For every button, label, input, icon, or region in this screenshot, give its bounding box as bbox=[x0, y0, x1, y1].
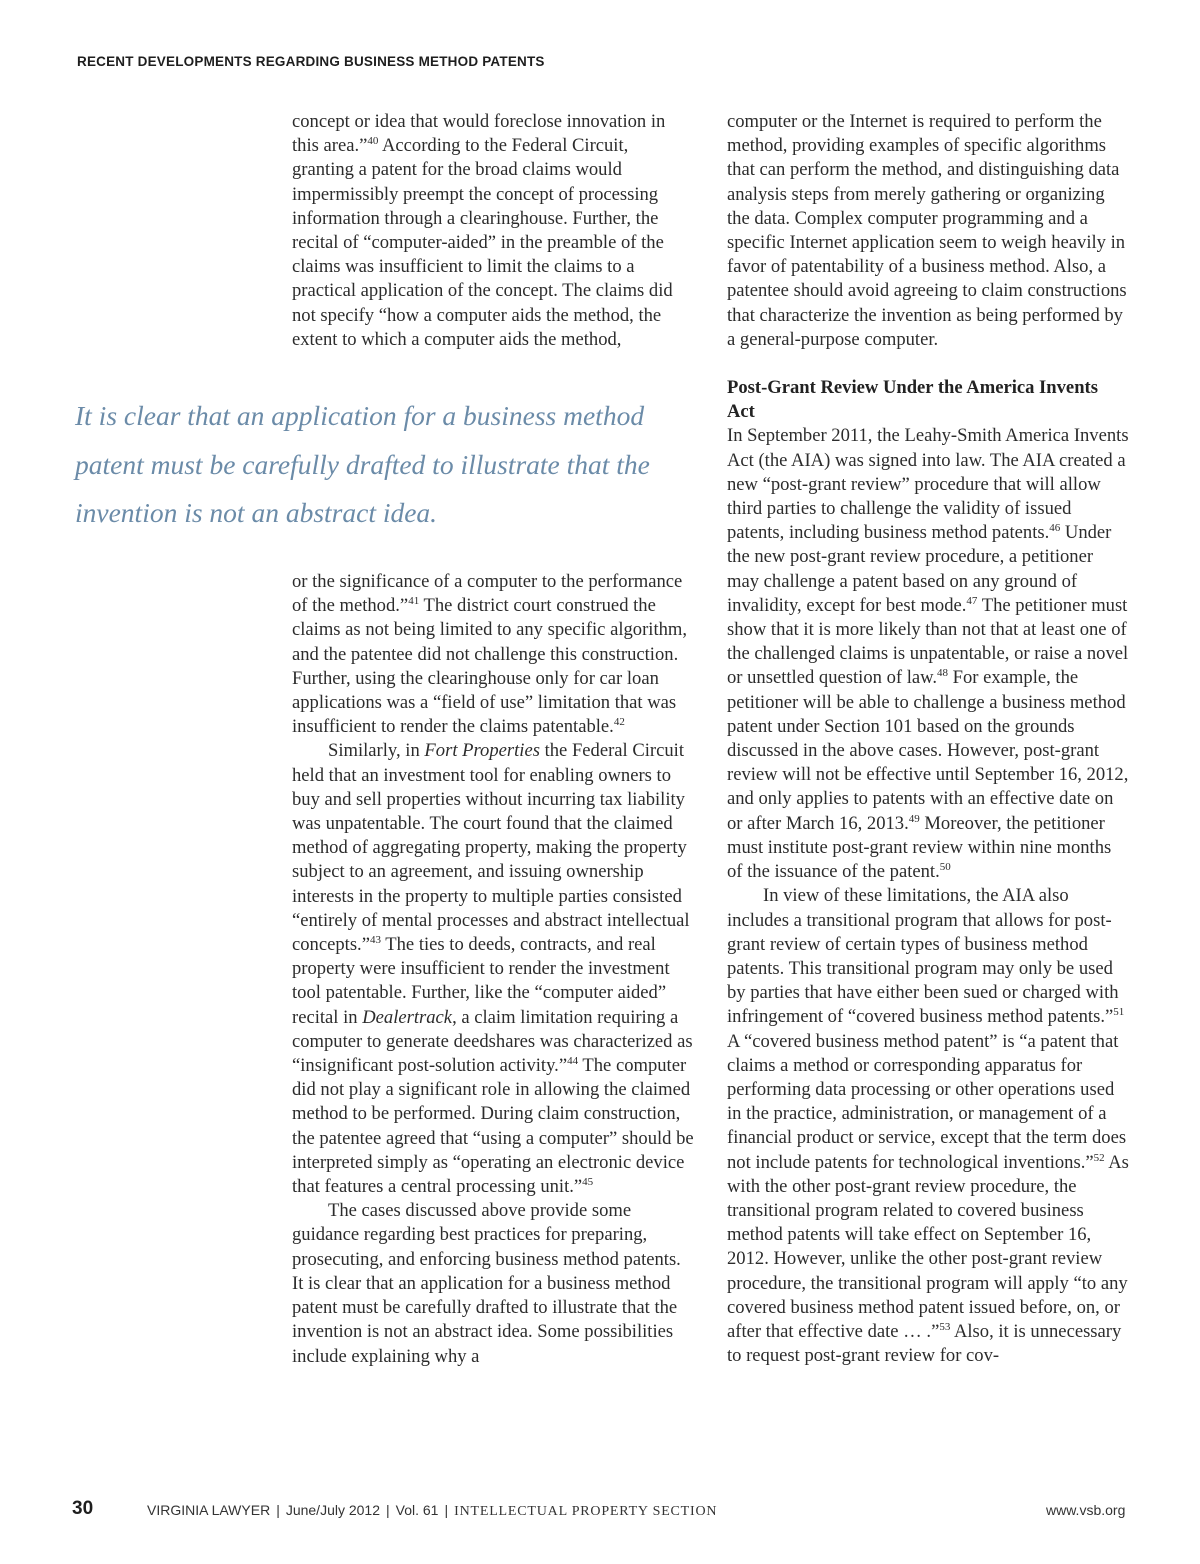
publication-info: VIRGINIA LAWYER | June/July 2012 | Vol. 61 | INTELLECTUAL PROPERTY SECTION bbox=[147, 1502, 718, 1519]
issue-date: June/July 2012 bbox=[285, 1502, 381, 1518]
footnote-ref: 51 bbox=[1113, 1006, 1125, 1019]
footnote-ref: 48 bbox=[937, 667, 948, 680]
footnote-ref: 43 bbox=[369, 934, 381, 947]
page-number: 30 bbox=[72, 1498, 94, 1519]
pull-quote: It is clear that an application for a business method patent must be carefully drafted to illustrate that the invention is not an abstract idea. bbox=[75, 400, 650, 528]
footnote-ref: 52 bbox=[1093, 1151, 1105, 1164]
right-column bbox=[727, 110, 1129, 1368]
volume: Vol. 61 bbox=[395, 1502, 439, 1518]
footnote-ref: 42 bbox=[613, 716, 625, 729]
left-column-bottom bbox=[292, 570, 694, 1369]
footnote-ref: 50 bbox=[939, 861, 951, 874]
footer-url[interactable]: www.vsb.org bbox=[1046, 1502, 1126, 1518]
footnote-ref: 45 bbox=[582, 1176, 594, 1189]
paragraph: concept or idea that would foreclose innovation in this area.”$^{40}$ According to the Federal Circuit, granting a patent for the broad claims would impermissibly preempt the concept of processing information through a clearinghouse. Further, the recital of “computer-aided” in the preamble of the claims was insufficient to limit the claims to a practical application of the concept. The claims did not specify “how a computer aids the method, the extent to which a computer aids the method, bbox=[292, 111, 673, 350]
case-name: Fort Properties bbox=[424, 740, 540, 762]
footnote-ref: 53 bbox=[939, 1320, 951, 1333]
paragraph: The cases discussed above provide some guidance regarding best practices for preparing, prosecuting, and enforcing business method patents. It is clear that an application for a business method patent must be carefully drafted to illustrate that the invention is not an abstract idea. Some possibilities include explaining why a bbox=[292, 1200, 681, 1367]
footnote-ref: 49 bbox=[908, 812, 920, 825]
case-name: Dealertrack bbox=[362, 1006, 453, 1028]
paragraph: or the significance of a computer to the performance of the method.”$^{41}$ The district court construed the claims as not being limited to any specific algorithm, and the patentee did not challenge this construction. Further, using the clearinghouse only for car loan applications was a “field of use” limitation that was insufficient to render the claims patentable.$^{42}$ bbox=[292, 571, 688, 738]
footnote-ref: 46 bbox=[1049, 522, 1061, 535]
footnote-ref: 44 bbox=[567, 1055, 579, 1068]
footnote-ref: 40 bbox=[367, 135, 379, 148]
page-footer bbox=[0, 1498, 1200, 1528]
paragraph: computer or the Internet is required to perform the method, providing examples of specific algorithms that can perform the method, and distinguishing data analysis steps from merely gathering or organizing the data. Complex computer programming and a specific Internet application seem to weigh heavily in favor of patentability of a business method. Also, a patentee should avoid agreeing to claim constructions that characterize the invention as being performed by a general-purpose computer. bbox=[727, 111, 1127, 350]
section-name: INTELLECTUAL PROPERTY SECTION bbox=[454, 1504, 718, 1519]
paragraph: Similarly, in Fort Properties the Federal Circuit held that an investment tool for enabling owners to buy and sell properties without incurring tax liability was unpatentable. The court found that the claimed method of aggregating property, making the property subject to an agreement, and issuing ownership interests in the property to multiple parties consisted “entirely of mental processes and abstract intellectual concepts.”$^{43}$ The ties to deeds, contracts, and real property were insufficient to render the investment tool patentable. Further, like the “computer aided” recital in Dealertrack, a claim limitation requiring a computer to generate deedshares was characterized as “insignificant post-solution activity.”$^{44}$ The computer did not play a significant role in allowing the claimed method to be performed. During claim construction, the patentee agreed that “using a computer” should be interpreted simply as “operating an electronic device that features a central processing unit.”$^{45}$ bbox=[292, 740, 694, 1198]
footnote-ref: 47 bbox=[966, 594, 978, 607]
publication-name: VIRGINIA LAWYER bbox=[147, 1502, 271, 1518]
footnote-ref: 41 bbox=[408, 595, 420, 608]
paragraph: In view of these limitations, the AIA also includes a transitional program that allows for post-grant review of certain types of business method patents. This transitional program may only be used by parties that have either been sued or charged with infringement of “covered business method patents.”$^{51}$ A “covered business method patent” is “a patent that claims a method or corresponding apparatus for performing data processing or other operations used in the practice, administration, or management of a financial product or service, except that the term does not include patents for technological inventions.”$^{52}$ As with the other post-grant review procedure, the transitional program related to covered business method patents will take effect on September 16, 2012. However, unlike the other post-grant review procedure, the transitional program will apply “to any covered business method patent issued before, on, or after that effective date … .”$^{53}$ Also, it is unnecessary to request post-grant review for cov- bbox=[727, 885, 1129, 1367]
paragraph: In September 2011, the Leahy-Smith America Invents Act (the AIA) was signed into law. The AIA created a new “post-grant review” procedure that will allow third parties to challenge the validity of issued patents, including business method patents.$^{46}$ Under the new post-grant review procedure, a petitioner may challenge a patent based on any ground of invalidity, except for best mode.$^{47}$ The petitioner must show that it is more likely than not that at least one of the challenged claims is unpatentable, or raise a novel or unsettled question of law.$^{48}$ For example, the petitioner will be able to challenge a business method patent under Section 101 based on the grounds discussed in the above cases. However, post-grant review will not be effective until September 16, 2012, and only applies to patents with an effective date on or after March 16, 2013.49 Moreover, the petitioner must institute post-grant review within nine months of the issuance of the patent.$^{50}$ bbox=[727, 425, 1129, 883]
section-heading: Post-Grant Review Under the America Invents Act bbox=[727, 377, 1098, 423]
left-column-top bbox=[292, 110, 694, 352]
running-head: RECENT DEVELOPMENTS REGARDING BUSINESS METHOD PATENTS bbox=[77, 54, 545, 69]
